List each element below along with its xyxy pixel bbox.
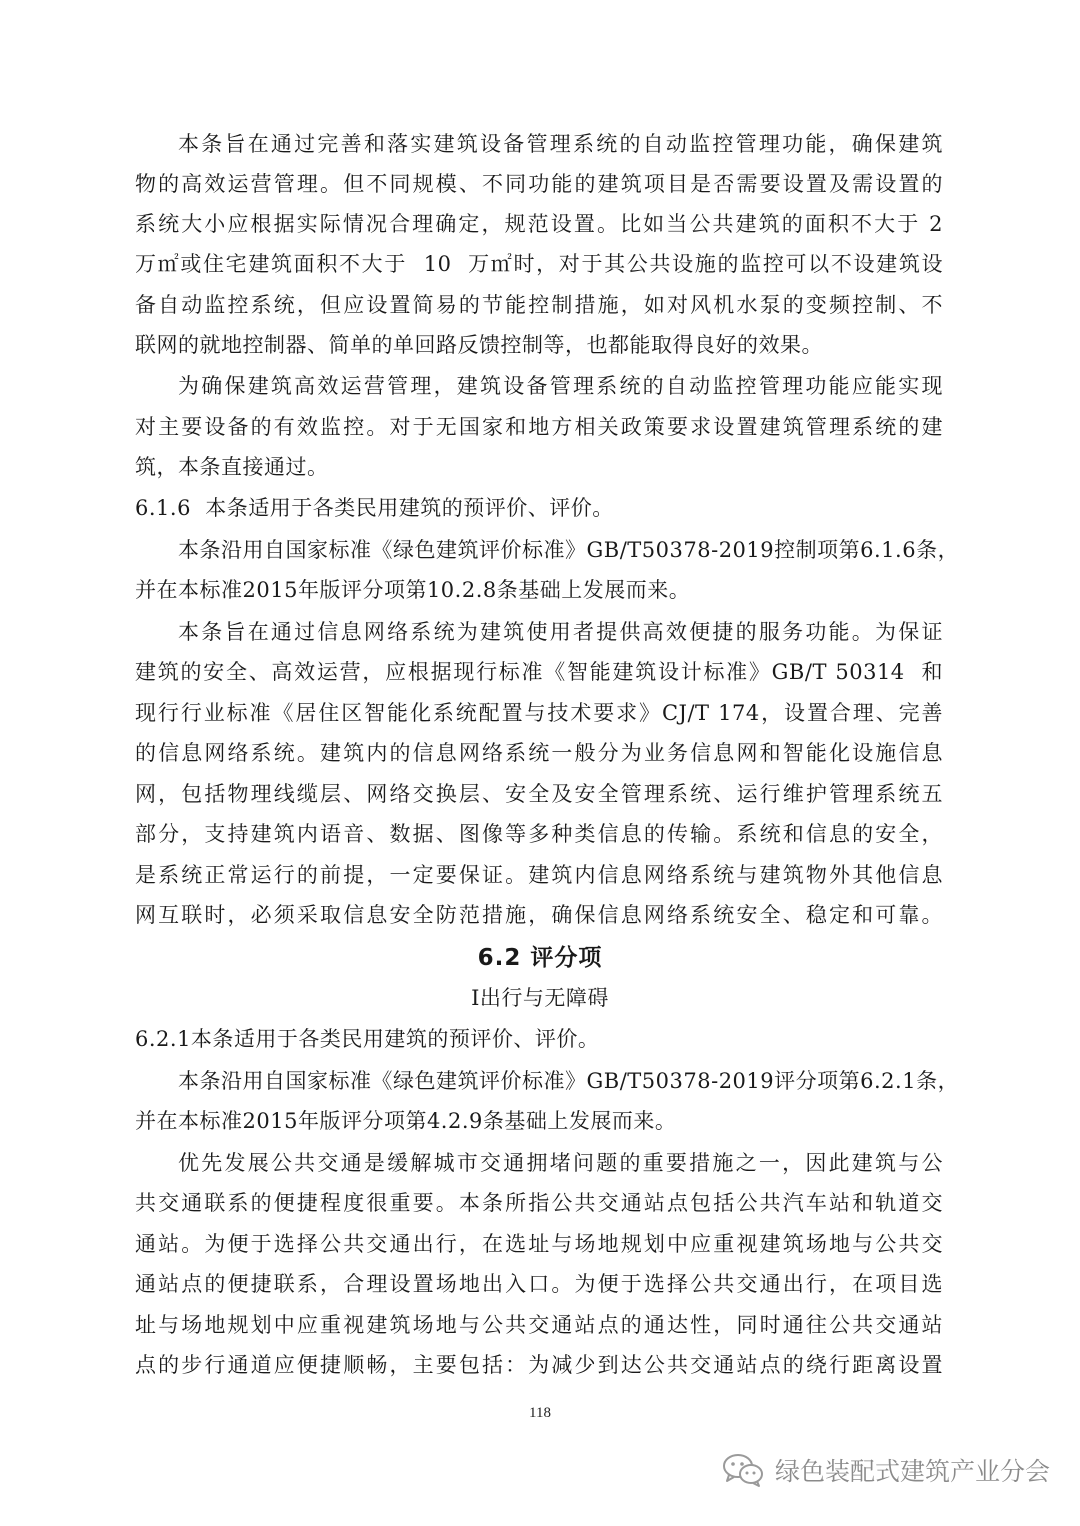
paragraph-line: 的信息网络系统。建筑内的信息网络系统一般分为业务信息网和智能化设施信息: [135, 741, 943, 765]
wechat-icon: [721, 1452, 765, 1488]
paragraph-line: 点的步行通道应便捷顺畅，主要包括：为减少到达公共交通站点的绕行距离设置: [135, 1353, 943, 1377]
paragraph-line: 对主要设备的有效监控。对于无国家和地方相关政策要求设置建筑管理系统的建: [135, 415, 943, 439]
paragraph-line: 本条旨在通过信息网络系统为建筑使用者提供高效便捷的服务功能。为保证: [178, 620, 943, 644]
paragraph-line: 系统大小应根据实际情况合理确定，规范设置。比如当公共建筑的面积不大于 2: [135, 212, 943, 236]
paragraph-line: 本条沿用自国家标准《绿色建筑评价标准》GB/T50378-2019控制项第6.1.6条，: [178, 538, 960, 562]
paragraph-line: 万㎡或住宅建筑面积不大于 10 万㎡时，对于其公共设施的监控可以不设建筑设: [135, 252, 943, 276]
paragraph-line: 物的高效运营管理。但不同规模、不同功能的建筑项目是否需要设置及需设置的: [135, 172, 943, 196]
section-heading: 6.2 评分项: [477, 945, 603, 971]
paragraph-line: 通站。为便于选择公共交通出行，在选址与场地规划中应重视建筑场地与公共交: [135, 1232, 943, 1256]
subsection-heading: Ⅰ出行与无障碍: [471, 986, 609, 1010]
paragraph-line: 建筑的安全、高效运营，应根据现行标准《智能建筑设计标准》GB/T 50314 和: [135, 660, 943, 684]
paragraph-line: 网互联时，必须采取信息安全防范措施，确保信息网络系统安全、稳定和可靠。: [135, 903, 943, 927]
watermark: [721, 1452, 1050, 1488]
paragraph-line: 并在本标准2015年版评分项第4.2.9条基础上发展而来。: [135, 1109, 677, 1133]
paragraph-line: 本条旨在通过完善和落实建筑设备管理系统的自动监控管理功能，确保建筑: [178, 132, 943, 156]
clause-title: 6.1.6 本条适用于各类民用建筑的预评价、评价。: [135, 496, 614, 520]
page-number: 118: [529, 1405, 551, 1421]
paragraph-line: 网，包括物理线缆层、网络交换层、安全及安全管理系统、运行维护管理系统五: [135, 782, 943, 806]
paragraph-line: 通站点的便捷联系，合理设置场地出入口。为便于选择公共交通出行，在项目选: [135, 1272, 943, 1296]
watermark-text: 绿色装配式建筑产业分会: [774, 1457, 1050, 1486]
paragraph-line: 筑，本条直接通过。: [135, 455, 329, 479]
paragraph-line: 是系统正常运行的前提，一定要保证。建筑内信息网络系统与建筑物外其他信息: [135, 863, 943, 887]
paragraph-line: 部分，支持建筑内语音、数据、图像等多种类信息的传输。系统和信息的安全，: [135, 822, 943, 846]
paragraph-line: 联网的就地控制器、简单的单回路反馈控制等，也都能取得良好的效果。: [135, 333, 823, 357]
paragraph-line: 优先发展公共交通是缓解城市交通拥堵问题的重要措施之一，因此建筑与公: [178, 1151, 943, 1175]
paragraph-line: 址与场地规划中应重视建筑场地与公共交通站点的通达性，同时通往公共交通站: [135, 1313, 943, 1337]
paragraph-line: 为确保建筑高效运营管理，建筑设备管理系统的自动监控管理功能应能实现: [178, 374, 943, 398]
paragraph-line: 本条沿用自国家标准《绿色建筑评价标准》GB/T50378-2019评分项第6.2.1条，: [178, 1069, 960, 1093]
clause-title: 6.2.1本条适用于各类民用建筑的预评价、评价。: [135, 1027, 600, 1051]
paragraph-line: 备自动监控系统，但应设置简易的节能控制措施，如对风机水泵的变频控制、不: [135, 293, 943, 317]
paragraph-line: 并在本标准2015年版评分项第10.2.8条基础上发展而来。: [135, 578, 691, 602]
paragraph-line: 现行行业标准《居住区智能化系统配置与技术要求》CJ/T 174，设置合理、完善: [135, 701, 943, 725]
paragraph-line: 共交通联系的便捷程度很重要。本条所指公共交通站点包括公共汽车站和轨道交: [135, 1191, 943, 1215]
